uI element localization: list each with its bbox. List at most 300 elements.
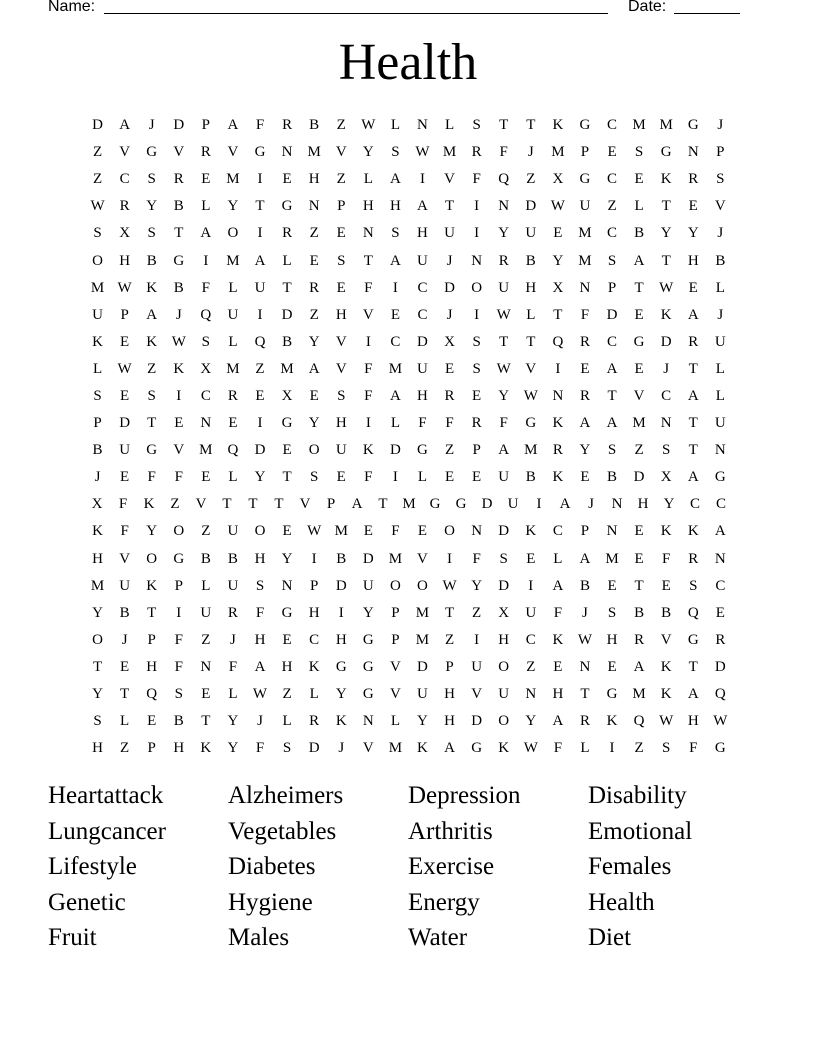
grid-letter[interactable]: Q [146, 686, 158, 703]
grid-letter[interactable]: Q [200, 306, 212, 323]
grid-letter[interactable]: F [364, 279, 373, 296]
grid-letter[interactable]: K [660, 306, 672, 323]
grid-letter[interactable]: U [714, 415, 726, 432]
grid-letter[interactable]: Z [201, 523, 211, 540]
grid-letter[interactable]: V [173, 442, 185, 459]
grid-letter[interactable]: I [474, 631, 480, 648]
grid-letter[interactable]: K [146, 333, 158, 350]
grid-letter[interactable]: D [389, 442, 401, 459]
grid-letter[interactable]: X [660, 469, 672, 486]
grid-letter[interactable]: S [309, 469, 319, 486]
grid-letter[interactable]: U [119, 577, 131, 594]
grid-letter[interactable]: A [579, 415, 591, 432]
grid-letter[interactable]: T [688, 658, 698, 675]
grid-letter[interactable]: C [689, 496, 700, 513]
grid-letter[interactable]: Q [254, 333, 266, 350]
grid-letter[interactable]: J [527, 144, 534, 161]
grid-letter[interactable]: I [609, 740, 615, 757]
grid-letter[interactable]: M [307, 144, 321, 161]
grid-letter[interactable]: K [606, 713, 618, 730]
grid-letter[interactable]: M [578, 225, 592, 242]
grid-letter[interactable]: D [119, 415, 131, 432]
grid-letter[interactable]: H [335, 631, 347, 648]
grid-letter[interactable]: E [120, 387, 130, 404]
grid-letter[interactable]: P [201, 117, 211, 134]
grid-letter[interactable]: N [281, 577, 293, 594]
grid-letter[interactable]: G [525, 415, 537, 432]
grid-letter[interactable]: Z [255, 360, 265, 377]
grid-letter[interactable]: K [552, 469, 564, 486]
grid-letter[interactable]: R [309, 279, 320, 296]
grid-letter[interactable]: S [93, 225, 102, 242]
grid-letter[interactable]: T [661, 252, 671, 269]
grid-letter[interactable]: B [173, 713, 184, 730]
grid-letter[interactable]: L [715, 387, 725, 404]
grid-letter[interactable]: U [227, 523, 239, 540]
grid-letter[interactable]: G [146, 442, 158, 459]
grid-letter[interactable]: E [634, 171, 644, 188]
grid-letter[interactable]: F [364, 387, 373, 404]
grid-letter[interactable]: Y [362, 604, 374, 621]
grid-letter[interactable]: Z [336, 117, 346, 134]
grid-letter[interactable]: Z [526, 658, 536, 675]
grid-letter[interactable]: N [525, 686, 537, 703]
grid-letter[interactable]: K [308, 658, 320, 675]
grid-letter[interactable]: I [257, 415, 263, 432]
grid-letter[interactable]: Z [444, 442, 455, 459]
grid-letter[interactable]: T [553, 306, 563, 323]
grid-letter[interactable]: B [336, 550, 347, 567]
grid-letter[interactable]: Y [471, 577, 483, 594]
grid-letter[interactable]: I [365, 415, 371, 432]
grid-letter[interactable]: V [335, 333, 347, 350]
grid-letter[interactable]: W [442, 577, 457, 594]
grid-letter[interactable]: P [147, 740, 156, 757]
grid-letter[interactable]: H [335, 415, 347, 432]
grid-letter[interactable]: S [337, 252, 346, 269]
grid-letter[interactable]: M [632, 117, 646, 134]
grid-letter[interactable]: N [498, 198, 510, 215]
grid-letter[interactable]: I [176, 387, 182, 404]
grid-letter[interactable]: X [552, 279, 564, 296]
grid-letter[interactable]: F [553, 604, 563, 621]
grid-letter[interactable]: D [444, 279, 455, 296]
grid-letter[interactable]: A [606, 415, 618, 432]
grid-letter[interactable]: H [417, 387, 428, 404]
grid-letter[interactable]: S [607, 252, 617, 269]
grid-letter[interactable]: H [119, 252, 131, 269]
grid-letter[interactable]: A [146, 306, 158, 323]
grid-letter[interactable]: K [660, 658, 672, 675]
grid-letter[interactable]: S [662, 740, 671, 757]
grid-letter[interactable]: X [498, 604, 510, 621]
grid-letter[interactable]: I [474, 225, 480, 242]
grid-letter[interactable]: E [309, 252, 319, 269]
grid-letter[interactable]: G [714, 469, 726, 486]
grid-letter[interactable]: B [146, 252, 157, 269]
grid-letter[interactable]: O [417, 577, 428, 594]
grid-letter[interactable]: E [282, 523, 292, 540]
grid-letter[interactable]: S [174, 686, 183, 703]
grid-letter[interactable]: B [227, 550, 238, 567]
grid-letter[interactable]: J [582, 604, 588, 621]
grid-letter[interactable]: E [120, 333, 130, 350]
grid-letter[interactable]: M [280, 360, 294, 377]
grid-letter[interactable]: D [281, 306, 293, 323]
grid-letter[interactable]: K [335, 713, 347, 730]
grid-letter[interactable]: K [146, 279, 158, 296]
grid-letter[interactable]: X [200, 360, 212, 377]
grid-letter[interactable]: W [415, 144, 430, 161]
grid-letter[interactable]: H [444, 686, 455, 703]
grid-letter[interactable]: B [525, 469, 536, 486]
grid-letter[interactable]: K [173, 360, 185, 377]
grid-letter[interactable]: S [337, 387, 346, 404]
grid-letter[interactable]: I [257, 306, 263, 323]
grid-letter[interactable]: G [281, 198, 293, 215]
grid-letter[interactable]: U [498, 279, 510, 296]
grid-letter[interactable]: O [308, 442, 320, 459]
grid-letter[interactable]: W [90, 198, 105, 215]
grid-letter[interactable]: Z [309, 306, 319, 323]
grid-letter[interactable]: L [444, 117, 455, 134]
grid-letter[interactable]: G [254, 144, 266, 161]
grid-letter[interactable]: R [200, 144, 211, 161]
grid-letter[interactable]: Z [92, 144, 103, 161]
grid-letter[interactable]: B [525, 252, 536, 269]
grid-letter[interactable]: F [662, 550, 671, 567]
grid-letter[interactable]: P [607, 279, 617, 296]
grid-letter[interactable]: N [660, 415, 672, 432]
grid-letter[interactable]: G [429, 496, 441, 513]
grid-letter[interactable]: G [633, 333, 645, 350]
grid-letter[interactable]: C [607, 333, 618, 350]
grid-letter[interactable]: V [714, 198, 726, 215]
grid-letter[interactable]: U [362, 577, 374, 594]
grid-letter[interactable]: F [364, 360, 373, 377]
grid-letter[interactable]: G [606, 686, 618, 703]
grid-letter[interactable]: S [607, 604, 617, 621]
grid-letter[interactable]: Y [308, 415, 320, 432]
grid-letter[interactable]: I [555, 360, 561, 377]
grid-letter[interactable]: U [254, 279, 266, 296]
grid-letter[interactable]: T [444, 604, 455, 621]
grid-letter[interactable]: E [472, 469, 482, 486]
grid-letter[interactable]: G [687, 117, 699, 134]
grid-letter[interactable]: V [227, 144, 239, 161]
grid-letter[interactable]: K [498, 740, 510, 757]
grid-letter[interactable]: M [605, 550, 619, 567]
grid-letter[interactable]: J [230, 631, 236, 648]
grid-letter[interactable]: E [634, 360, 644, 377]
grid-letter[interactable]: B [173, 279, 184, 296]
grid-letter[interactable]: J [446, 252, 453, 269]
grid-letter[interactable]: M [388, 360, 403, 377]
grid-letter[interactable]: L [282, 252, 292, 269]
grid-letter[interactable]: C [552, 523, 563, 540]
grid-letter[interactable]: T [688, 360, 698, 377]
grid-letter[interactable]: W [659, 279, 674, 296]
grid-letter[interactable]: K [552, 415, 564, 432]
grid-letter[interactable]: P [472, 442, 481, 459]
grid-letter[interactable]: W [496, 306, 511, 323]
grid-letter[interactable]: F [472, 171, 481, 188]
grid-letter[interactable]: H [389, 198, 401, 215]
grid-letter[interactable]: V [660, 631, 672, 648]
grid-letter[interactable]: T [147, 604, 157, 621]
grid-letter[interactable]: C [607, 171, 618, 188]
grid-letter[interactable]: N [200, 658, 212, 675]
grid-letter[interactable]: W [117, 279, 132, 296]
grid-letter[interactable]: A [444, 740, 455, 757]
grid-letter[interactable]: L [580, 740, 590, 757]
grid-letter[interactable]: F [174, 469, 183, 486]
grid-letter[interactable]: T [248, 496, 258, 513]
grid-letter[interactable]: D [173, 117, 185, 134]
grid-letter[interactable]: W [713, 713, 728, 730]
grid-letter[interactable]: T [580, 686, 590, 703]
grid-letter[interactable]: H [254, 631, 266, 648]
grid-letter[interactable]: F [689, 740, 698, 757]
grid-letter[interactable]: Z [336, 171, 346, 188]
grid-letter[interactable]: O [92, 631, 103, 648]
grid-letter[interactable]: H [552, 686, 564, 703]
grid-letter[interactable]: J [175, 306, 182, 323]
grid-letter[interactable]: U [525, 225, 537, 242]
grid-letter[interactable]: O [389, 577, 401, 594]
grid-letter[interactable]: E [634, 523, 644, 540]
grid-letter[interactable]: D [254, 442, 266, 459]
grid-letter[interactable]: J [446, 306, 453, 323]
grid-letter[interactable]: H [308, 604, 320, 621]
grid-letter[interactable]: H [335, 306, 347, 323]
grid-letter[interactable]: S [499, 550, 508, 567]
grid-letter[interactable]: C [119, 171, 130, 188]
grid-letter[interactable]: A [254, 658, 266, 675]
grid-letter[interactable]: M [402, 496, 416, 513]
grid-letter[interactable]: V [335, 144, 347, 161]
grid-letter[interactable]: S [255, 577, 265, 594]
grid-letter[interactable]: R [282, 117, 293, 134]
grid-letter[interactable]: E [688, 198, 698, 215]
grid-letter[interactable]: K [146, 577, 158, 594]
grid-letter[interactable]: D [308, 740, 320, 757]
grid-letter[interactable]: T [634, 577, 644, 594]
grid-letter[interactable]: Y [498, 225, 510, 242]
grid-letter[interactable]: N [362, 713, 374, 730]
grid-letter[interactable]: Q [633, 713, 645, 730]
grid-letter[interactable]: I [536, 496, 542, 513]
grid-letter[interactable]: L [120, 713, 130, 730]
grid-letter[interactable]: C [607, 117, 618, 134]
grid-letter[interactable]: A [559, 496, 571, 513]
grid-letter[interactable]: P [120, 306, 129, 323]
grid-letter[interactable]: E [336, 225, 346, 242]
grid-letter[interactable]: T [607, 387, 617, 404]
grid-letter[interactable]: A [687, 469, 699, 486]
grid-letter[interactable]: K [92, 333, 103, 350]
grid-letter[interactable]: L [201, 198, 211, 215]
grid-letter[interactable]: N [552, 387, 564, 404]
grid-letter[interactable]: B [634, 604, 645, 621]
grid-letter[interactable]: I [528, 577, 534, 594]
grid-letter[interactable]: L [228, 469, 238, 486]
grid-letter[interactable]: J [148, 117, 155, 134]
grid-letter[interactable]: T [363, 252, 373, 269]
grid-letter[interactable]: S [716, 171, 725, 188]
grid-letter[interactable]: C [390, 333, 401, 350]
grid-letter[interactable]: U [498, 686, 510, 703]
grid-letter[interactable]: K [660, 171, 672, 188]
grid-letter[interactable]: P [174, 577, 183, 594]
grid-letter[interactable]: T [92, 658, 103, 675]
grid-letter[interactable]: H [92, 550, 103, 567]
grid-letter[interactable]: D [335, 577, 347, 594]
grid-letter[interactable]: G [714, 740, 726, 757]
grid-letter[interactable]: Y [254, 469, 266, 486]
grid-letter[interactable]: A [254, 252, 266, 269]
grid-letter[interactable]: E [715, 604, 725, 621]
grid-letter[interactable]: Y [146, 523, 158, 540]
grid-letter[interactable]: E [553, 658, 563, 675]
grid-letter[interactable]: L [390, 713, 400, 730]
grid-letter[interactable]: S [607, 442, 617, 459]
grid-letter[interactable]: E [634, 550, 644, 567]
grid-letter[interactable]: G [362, 631, 374, 648]
grid-letter[interactable]: R [579, 387, 590, 404]
grid-letter[interactable]: A [552, 713, 564, 730]
grid-letter[interactable]: T [634, 279, 644, 296]
grid-letter[interactable]: F [391, 523, 400, 540]
grid-letter[interactable]: Y [498, 387, 510, 404]
grid-letter[interactable]: H [637, 496, 649, 513]
grid-letter[interactable]: N [579, 658, 591, 675]
grid-letter[interactable]: A [389, 171, 401, 188]
grid-letter[interactable]: L [417, 469, 428, 486]
grid-letter[interactable]: D [660, 333, 672, 350]
grid-letter[interactable]: Z [282, 686, 292, 703]
grid-letter[interactable]: B [200, 550, 211, 567]
grid-letter[interactable]: S [147, 225, 156, 242]
grid-letter[interactable]: E [688, 279, 698, 296]
grid-letter[interactable]: H [173, 740, 185, 757]
grid-letter[interactable]: W [577, 631, 593, 648]
grid-letter[interactable]: A [579, 550, 591, 567]
grid-letter[interactable]: K [525, 523, 537, 540]
grid-letter[interactable]: T [378, 496, 388, 513]
grid-letter[interactable]: C [661, 387, 672, 404]
grid-letter[interactable]: X [281, 387, 293, 404]
grid-letter[interactable]: T [282, 469, 292, 486]
grid-letter[interactable]: Z [201, 631, 211, 648]
grid-letter[interactable]: U [471, 658, 483, 675]
grid-letter[interactable]: A [119, 117, 131, 134]
grid-letter[interactable]: A [417, 198, 428, 215]
grid-letter[interactable]: R [282, 225, 293, 242]
grid-letter[interactable]: E [336, 469, 346, 486]
grid-letter[interactable]: A [498, 442, 510, 459]
grid-letter[interactable]: E [634, 306, 644, 323]
grid-letter[interactable]: E [201, 171, 211, 188]
grid-letter[interactable]: T [661, 198, 671, 215]
grid-letter[interactable]: C [309, 631, 320, 648]
grid-letter[interactable]: E [472, 387, 482, 404]
grid-letter[interactable]: T [444, 198, 455, 215]
grid-letter[interactable]: T [526, 333, 536, 350]
grid-letter[interactable]: F [228, 658, 238, 675]
grid-letter[interactable]: W [252, 686, 268, 703]
grid-letter[interactable]: F [174, 631, 183, 648]
grid-letter[interactable]: J [717, 117, 724, 134]
grid-letter[interactable]: K [143, 496, 155, 513]
grid-letter[interactable]: I [365, 333, 371, 350]
grid-letter[interactable]: B [634, 225, 645, 242]
grid-letter[interactable]: U [92, 306, 103, 323]
grid-letter[interactable]: J [717, 225, 724, 242]
grid-letter[interactable]: R [552, 442, 563, 459]
grid-letter[interactable]: S [391, 225, 400, 242]
grid-letter[interactable]: D [714, 658, 726, 675]
grid-letter[interactable]: L [390, 117, 400, 134]
grid-letter[interactable]: T [255, 198, 265, 215]
grid-letter[interactable]: B [661, 604, 672, 621]
grid-letter[interactable]: T [274, 496, 284, 513]
grid-letter[interactable]: P [337, 198, 346, 215]
grid-letter[interactable]: Z [634, 442, 644, 459]
grid-letter[interactable]: U [119, 442, 131, 459]
grid-letter[interactable]: X [91, 496, 103, 513]
grid-letter[interactable]: A [687, 686, 699, 703]
grid-letter[interactable]: V [119, 550, 131, 567]
grid-letter[interactable]: D [633, 469, 645, 486]
grid-letter[interactable]: Y [92, 686, 103, 703]
grid-letter[interactable]: H [498, 631, 510, 648]
grid-letter[interactable]: F [418, 415, 427, 432]
grid-letter[interactable]: C [607, 225, 618, 242]
grid-letter[interactable]: F [147, 469, 156, 486]
grid-letter[interactable]: V [362, 306, 374, 323]
grid-letter[interactable]: E [580, 360, 590, 377]
grid-letter[interactable]: T [174, 225, 184, 242]
grid-letter[interactable]: P [326, 496, 336, 513]
grid-letter[interactable]: H [146, 658, 158, 675]
grid-letter[interactable]: O [92, 252, 103, 269]
grid-letter[interactable]: C [200, 387, 211, 404]
grid-letter[interactable]: E [282, 171, 292, 188]
grid-letter[interactable]: A [389, 252, 401, 269]
grid-letter[interactable]: I [447, 550, 453, 567]
grid-letter[interactable]: J [717, 306, 724, 323]
grid-letter[interactable]: T [282, 279, 292, 296]
grid-letter[interactable]: R [498, 252, 509, 269]
grid-letter[interactable]: D [92, 117, 103, 134]
grid-letter[interactable]: Z [309, 225, 319, 242]
grid-letter[interactable]: Z [634, 740, 644, 757]
grid-letter[interactable]: L [715, 360, 725, 377]
grid-letter[interactable]: Y [146, 198, 158, 215]
grid-letter[interactable]: S [93, 387, 102, 404]
grid-letter[interactable]: Y [663, 496, 675, 513]
grid-letter[interactable]: Y [281, 550, 293, 567]
grid-letter[interactable]: N [714, 442, 726, 459]
grid-letter[interactable]: F [499, 415, 508, 432]
grid-letter[interactable]: R [227, 387, 238, 404]
grid-letter[interactable]: Z [526, 171, 536, 188]
grid-letter[interactable]: E [336, 279, 346, 296]
grid-letter[interactable]: L [363, 171, 373, 188]
grid-letter[interactable]: X [444, 333, 455, 350]
grid-letter[interactable]: M [659, 117, 673, 134]
